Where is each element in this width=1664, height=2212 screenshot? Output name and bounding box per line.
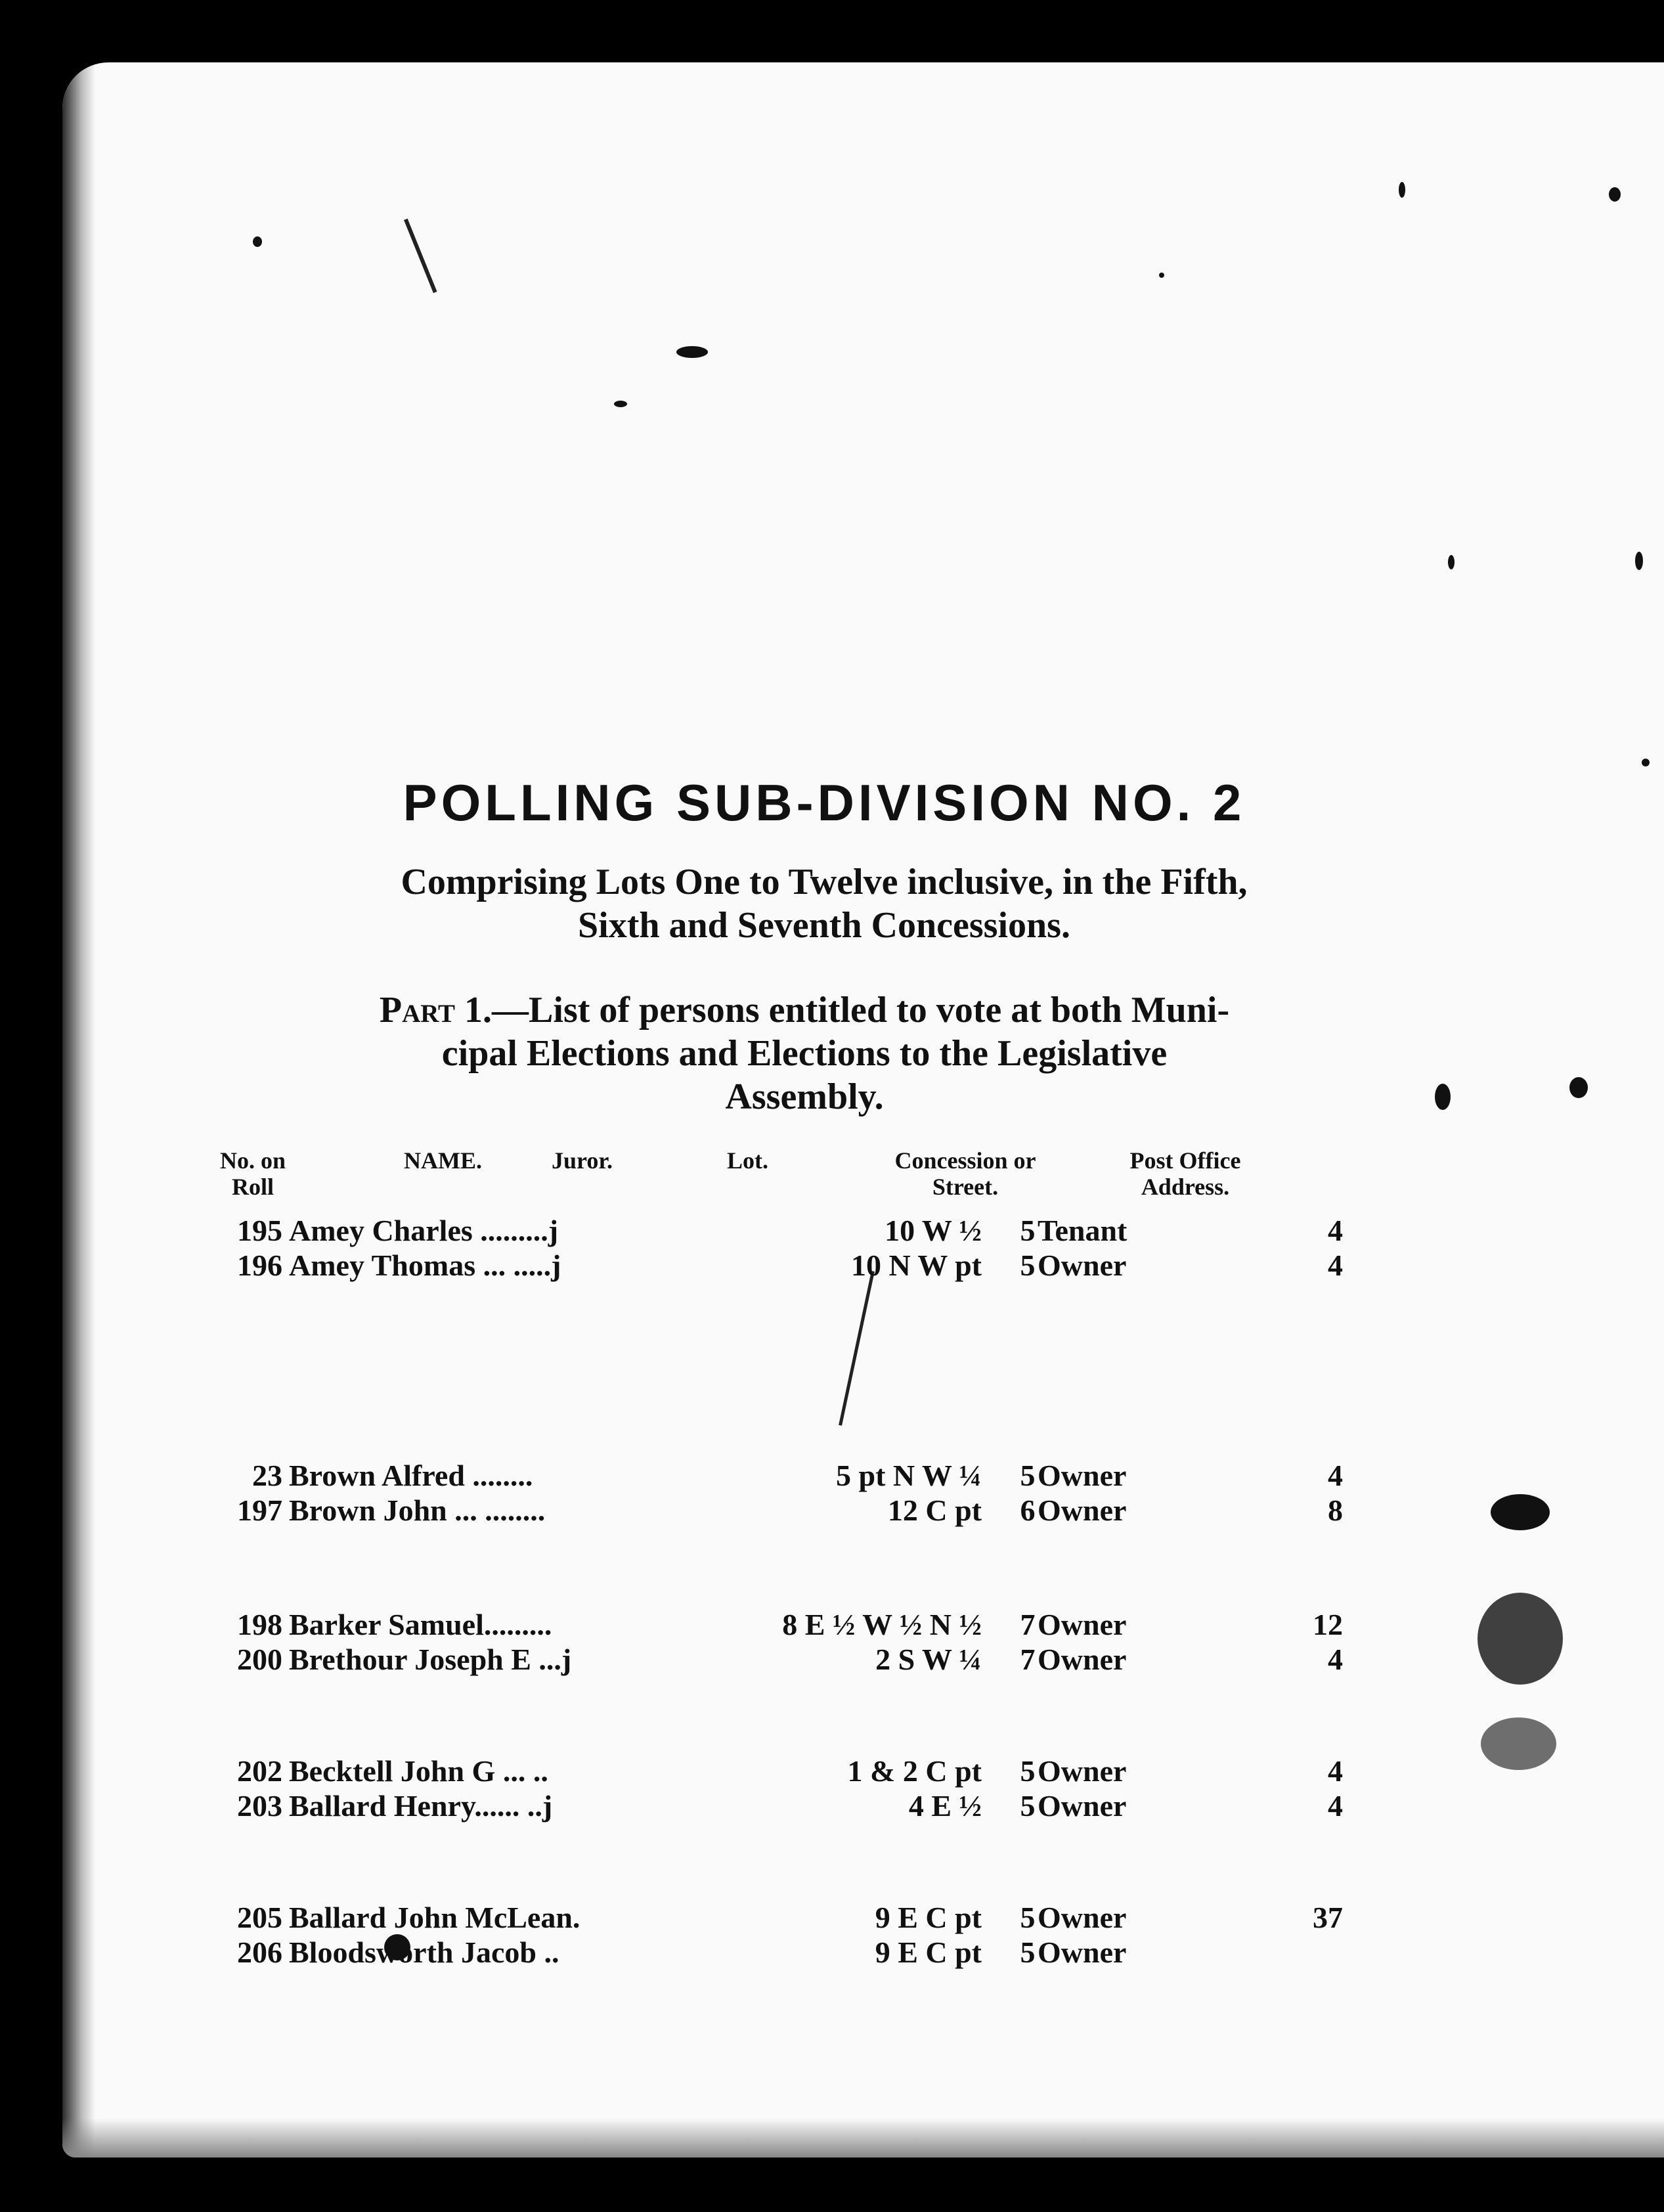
status: Owner (1038, 1608, 1127, 1641)
roll-number: 198 (237, 1608, 282, 1641)
document-page (62, 62, 1664, 2157)
status: Owner (1038, 1789, 1127, 1823)
status: Tenant (1038, 1214, 1128, 1247)
header-name: NAME. (404, 1147, 482, 1174)
table-row (62, 1788, 1664, 1825)
table-row (62, 1213, 1664, 1250)
header-post-office-line-2: Address. (1141, 1174, 1230, 1200)
header-lot: Lot. (727, 1147, 768, 1174)
status: Owner (1038, 1249, 1127, 1282)
concession: 7 (1020, 1608, 1036, 1641)
status: Owner (1038, 1936, 1127, 1969)
part-line-3: Assembly. (725, 1076, 884, 1117)
speck (1448, 555, 1455, 569)
lot: 1 & 2 C pt (847, 1754, 982, 1788)
pen-mark (839, 1271, 875, 1426)
table-row (62, 1458, 1664, 1495)
subtitle-line-1: Comprising Lots One to Twelve inclusive, in the Fifth, (401, 862, 1248, 902)
header-juror: Juror. (552, 1147, 613, 1174)
part-label: Part 1. (379, 990, 493, 1030)
header-concession-line-1: Concession or (894, 1147, 1036, 1174)
subtitle (286, 860, 1363, 947)
lot: 5 pt N W ¼ (836, 1459, 982, 1492)
concession: 5 (1020, 1789, 1036, 1823)
roll-number: 200 (237, 1643, 282, 1676)
part-line-1-text: —List of persons entitled to vote at both Muni- (492, 990, 1230, 1030)
roll-number: 203 (237, 1789, 282, 1823)
post-office: 8 (1328, 1493, 1343, 1527)
voter-name: Brethour Joseph E ...j (289, 1643, 572, 1676)
header-no-on-roll-line-2: Roll (231, 1174, 274, 1200)
concession: 5 (1020, 1936, 1036, 1969)
status: Owner (1038, 1643, 1127, 1676)
post-office: 4 (1328, 1214, 1343, 1247)
speck (614, 401, 627, 407)
speck (1569, 1077, 1588, 1098)
post-office: 4 (1328, 1459, 1343, 1492)
header-concession (880, 1147, 1051, 1200)
voter-name: Bloodsworth Jacob .. (289, 1936, 559, 1969)
speck (1635, 552, 1643, 570)
speck (1399, 182, 1405, 198)
speck (1642, 759, 1650, 766)
post-office: 4 (1328, 1249, 1343, 1282)
table-row (62, 1900, 1664, 1937)
roll-number: 196 (237, 1249, 282, 1282)
post-office: 4 (1328, 1643, 1343, 1676)
concession: 5 (1020, 1214, 1036, 1247)
page-bottom-shadow (62, 2118, 1664, 2157)
lot: 9 E C pt (875, 1901, 982, 1934)
roll-number: 202 (237, 1754, 282, 1788)
post-office: 4 (1328, 1789, 1343, 1823)
page-shadow-edge (62, 62, 95, 2157)
lot: 2 S W ¼ (875, 1643, 982, 1676)
roll-number: 195 (237, 1214, 282, 1247)
roll-number: 206 (237, 1936, 282, 1969)
part-line-1 (286, 988, 1323, 1032)
post-office: 37 (1313, 1901, 1343, 1934)
header-post-office-line-1: Post Office (1129, 1147, 1241, 1174)
speck (253, 236, 262, 247)
header-no-on-roll (220, 1147, 286, 1200)
status: Owner (1038, 1754, 1127, 1788)
concession: 5 (1020, 1754, 1036, 1788)
table-row (62, 1935, 1664, 1972)
concession: 5 (1020, 1901, 1036, 1934)
header-concession-line-2: Street. (932, 1174, 999, 1200)
voter-name: Brown Alfred ........ (289, 1459, 533, 1492)
post-office: 4 (1328, 1754, 1343, 1788)
concession: 6 (1020, 1493, 1036, 1527)
speck (676, 346, 708, 358)
subtitle-line-2: Sixth and Seventh Concessions. (578, 905, 1070, 946)
post-office: 12 (1313, 1608, 1343, 1641)
voter-name: Ballard John McLean. (289, 1901, 580, 1934)
lot: 10 W ½ (885, 1214, 982, 1247)
lot: 10 N W pt (851, 1249, 982, 1282)
lot: 12 C pt (887, 1493, 982, 1527)
status: Owner (1038, 1493, 1127, 1527)
voter-name: Amey Charles .........j (289, 1214, 559, 1247)
table-row (62, 1642, 1664, 1679)
table-row (62, 1493, 1664, 1530)
status: Owner (1038, 1901, 1127, 1934)
status: Owner (1038, 1459, 1127, 1492)
speck (1435, 1084, 1451, 1110)
voter-name: Becktell John G ... .. (289, 1754, 548, 1788)
roll-number: 197 (237, 1493, 282, 1527)
table-row (62, 1248, 1664, 1285)
voter-name: Barker Samuel......... (289, 1608, 552, 1641)
table-row (62, 1754, 1664, 1790)
lot: 8 E ½ W ½ N ½ (782, 1608, 982, 1641)
concession: 5 (1020, 1459, 1036, 1492)
header-no-on-roll-line-1: No. on (220, 1147, 286, 1174)
roll-number: 205 (237, 1901, 282, 1934)
pen-mark (404, 219, 437, 294)
table-row (62, 1607, 1664, 1644)
speck (1609, 187, 1621, 202)
part-description (286, 988, 1323, 1118)
lot: 4 E ½ (908, 1789, 982, 1823)
voter-name: Amey Thomas ... .....j (289, 1249, 561, 1282)
lot: 9 E C pt (875, 1936, 982, 1969)
roll-number: 23 (252, 1459, 282, 1492)
page-title: POLLING SUB-DIVISION NO. 2 (403, 774, 1246, 831)
part-line-2: cipal Elections and Elections to the Legislative (441, 1033, 1168, 1074)
header-post-office (1116, 1147, 1254, 1200)
voter-name: Brown John ... ........ (289, 1493, 546, 1527)
concession: 5 (1020, 1249, 1036, 1282)
voter-name: Ballard Henry...... ..j (289, 1789, 553, 1823)
concession: 7 (1020, 1643, 1036, 1676)
speck (1159, 273, 1164, 278)
